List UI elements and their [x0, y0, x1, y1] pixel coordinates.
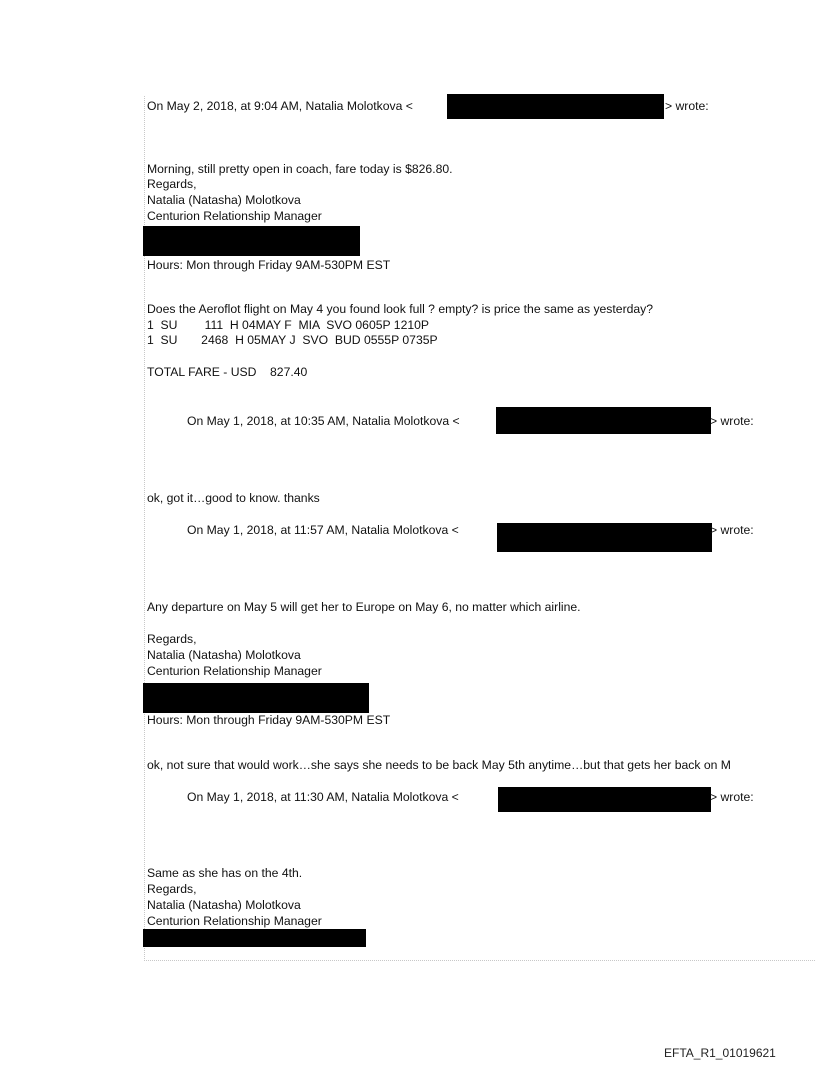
message-line: Regards, [147, 177, 197, 191]
email-header-tail: > wrote: [665, 99, 709, 113]
email-header-tail: > wrote: [710, 790, 754, 804]
message-line: Regards, [147, 632, 197, 646]
reply-line: ok, not sure that would work…she says she needs to be back May 5th anytime…but that gets her back on M [147, 758, 731, 772]
message-line: Regards, [147, 882, 197, 896]
hours-line: Hours: Mon through Friday 9AM-530PM EST [147, 258, 391, 272]
email-header-may1-1130: On May 1, 2018, at 11:30 AM, Natalia Molotkova < [187, 790, 459, 804]
email-header-may2: On May 2, 2018, at 9:04 AM, Natalia Molotkova < [147, 99, 413, 113]
total-fare-line: TOTAL FARE - USD 827.40 [147, 365, 308, 379]
message-line: Morning, still pretty open in coach, fare today is $826.80. [147, 162, 453, 176]
signature-name: Natalia (Natasha) Molotkova [147, 898, 301, 912]
message-line: Any departure on May 5 will get her to Europe on May 6, no matter which airline. [147, 600, 581, 614]
redacted-email-address [496, 407, 711, 434]
redacted-contact [143, 683, 369, 713]
reply-line: ok, got it…good to know. thanks [147, 491, 320, 505]
email-header-may1-1157: On May 1, 2018, at 11:57 AM, Natalia Molotkova < [187, 523, 459, 537]
email-header-tail: > wrote: [710, 523, 754, 537]
signature-title: Centurion Relationship Manager [147, 914, 322, 928]
redacted-email-address [447, 94, 664, 119]
redacted-contact [143, 226, 360, 256]
question-line: Does the Aeroflot flight on May 4 you found look full ? empty? is price the same as yesterday? [147, 302, 654, 316]
redacted-contact [143, 929, 366, 947]
flight-itinerary-line: 1 SU 111 H 04MAY F MIA SVO 0605P 1210P [147, 318, 430, 332]
signature-title: Centurion Relationship Manager [147, 209, 322, 223]
signature-title: Centurion Relationship Manager [147, 664, 322, 678]
email-header-tail: > wrote: [710, 414, 754, 428]
signature-name: Natalia (Natasha) Molotkova [147, 648, 301, 662]
document-id: EFTA_R1_01019621 [664, 1046, 776, 1060]
redacted-email-address [498, 787, 711, 812]
signature-name: Natalia (Natasha) Molotkova [147, 193, 301, 207]
flight-itinerary-line: 1 SU 2468 H 05MAY J SVO BUD 0555P 0735P [147, 333, 438, 347]
message-line: Same as she has on the 4th. [147, 866, 303, 880]
email-header-may1-1035: On May 1, 2018, at 10:35 AM, Natalia Molotkova < [187, 414, 460, 428]
redacted-email-address [497, 523, 712, 552]
hours-line: Hours: Mon through Friday 9AM-530PM EST [147, 713, 391, 727]
